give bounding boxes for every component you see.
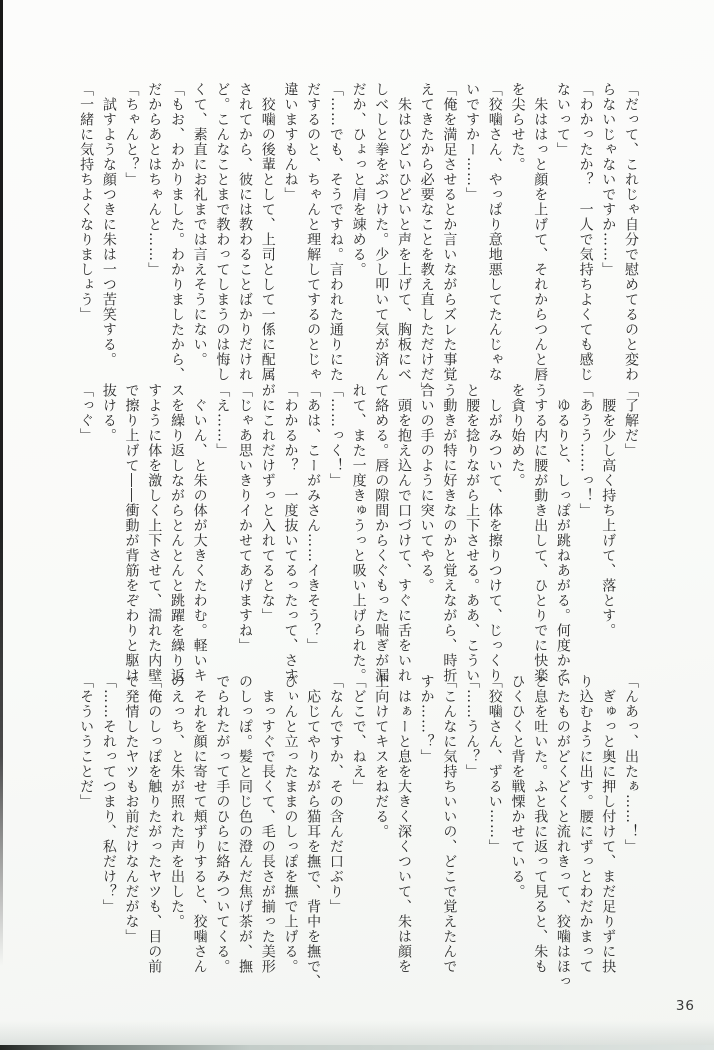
text-column: 「……っく！」 xyxy=(327,383,344,488)
text-column: それを顔に寄せて頬ずりすると、狡噛さん xyxy=(191,674,208,974)
text-column: 腰を少し高く持ち上げて、落とす。 xyxy=(600,383,617,638)
text-column: まっすぐで長くて、毛の長さが揃った美形 xyxy=(259,674,276,974)
text-column: えてきたから必要なことを教え直しただけだ」 xyxy=(418,82,435,397)
text-column: びぃんと立ったままのしっぽを撫で上げる。 xyxy=(282,674,299,974)
page-number: 36 xyxy=(675,998,695,1014)
text-column: 上向けてキスをねだる。 xyxy=(373,674,390,839)
text-column: 狡噛の後輩として、上司として一係に配属 xyxy=(259,82,276,382)
text-column: ゆるりと、しっぽが跳ねあがる。何度かそ xyxy=(554,383,571,683)
text-band-middle xyxy=(74,383,642,683)
text-column: 試すような顔つきに朱は一つ苦笑する。 xyxy=(100,82,117,367)
text-column: う動きが特に好きなのかと覚えながら、時折 xyxy=(441,383,458,683)
text-column: くて、素直にお礼までは言えそうにない。 xyxy=(191,82,208,367)
text-column: 「ちゃんと？」 xyxy=(123,82,140,187)
text-column: 「じゃあ思いきりイかせてあげますね」 xyxy=(237,383,254,653)
text-column: 「狡噛さん、やっぱり意地悪してたんじゃな xyxy=(486,82,503,382)
text-column: 抜ける。 xyxy=(100,383,117,443)
text-column: 「一緒に気持ちよくなりましょう」 xyxy=(78,82,95,322)
text-column: 朱ははっと顔を上げて、それからつんと唇 xyxy=(532,82,549,382)
text-column: 「俺を満足させるとか言いながらズレた事覚 xyxy=(441,82,458,382)
text-column: されてから、彼には教わることばかりだけれ xyxy=(237,82,254,382)
text-column: を尖らせた。 xyxy=(509,82,526,172)
text-band-top xyxy=(74,82,642,397)
text-column: り込むように出す。腰にずっとわだかまって xyxy=(577,674,594,974)
text-column: 「……それってつまり、私だけ？」 xyxy=(100,674,117,914)
text-column: 「……うん？」 xyxy=(464,674,481,779)
text-column: で擦り上げて――衝動が背筋をぞわりと駆け xyxy=(123,383,140,683)
text-column: 「っぐ」 xyxy=(78,383,95,443)
text-column: 「え……」 xyxy=(214,383,231,458)
text-column: 「どこで、ねえ」 xyxy=(350,674,367,794)
text-band-bottom xyxy=(74,674,642,989)
text-column: 「わかるか？ 一度抜いてるったって、さす xyxy=(282,383,299,683)
text-column: らないじゃないですか……」 xyxy=(600,82,617,277)
text-column: 応じてやりながら猫耳を撫で、背中を撫で、 xyxy=(305,674,322,989)
text-column: 「もお、わかりました。わかりましたから、 xyxy=(168,82,185,382)
text-column: うする内に腰が動き出して、ひとりでに快楽 xyxy=(532,383,549,683)
text-column: だからあとはちゃんと……」 xyxy=(146,82,163,277)
text-column: がにこれだけずっと入れてるとな」 xyxy=(259,383,276,623)
text-column: を貪り始めた。 xyxy=(509,383,526,488)
text-column: しがみついて、体を擦りつけて、じっくり xyxy=(486,383,503,683)
text-column: 「なんですか、その含んだ口ぶり」 xyxy=(327,674,344,914)
text-column: いですかー……」 xyxy=(464,82,481,202)
text-column: しべしと拳をぶつけた。少し叩いて気が済ん xyxy=(373,82,390,382)
text-column: のしっぽ。髪と同じ色の澄んだ焦げ茶が、撫 xyxy=(237,674,254,974)
scan-bottom-shadow xyxy=(0,1021,714,1045)
text-column: ぐいん、と朱の体が大きくたわむ。軽いキ xyxy=(191,383,208,683)
text-column: 「了解だ」 xyxy=(623,383,639,458)
text-column: 「あは、こーがみさん……イきそう？」 xyxy=(305,383,322,653)
text-column: スを繰り返しながらとんとんと跳躍を繰り返 xyxy=(168,383,185,683)
text-column: 朱はひどいひどいと声を上げて、胸板にべ xyxy=(395,82,412,382)
text-column: いたものがどくどくと流れきって、狡噛はほっ xyxy=(554,674,571,989)
text-column: 「こんなに気持ちいいの、どこで覚えたんで xyxy=(441,674,458,974)
text-column: 「……でも、そうですね。言われた通りにた xyxy=(327,82,344,382)
text-column: 違いますもんね」 xyxy=(282,82,299,202)
text-column: のえっち、と朱が照れた声を出した。 xyxy=(168,674,185,929)
text-column: て絡める。唇の隙間からくぐもった喘ぎが漏 xyxy=(373,383,390,683)
text-column: 「だって、これじゃ自分で慰めてるのと変わ xyxy=(623,82,639,382)
text-column: 合いの手のように突いてやる。 xyxy=(418,383,435,593)
text-column: れて、また一度きゅうっと吸い上げられた。 xyxy=(350,383,367,683)
text-column: すか……？」 xyxy=(418,674,435,764)
text-column: 頭を抱え込んで口づけて、すぐに舌をいれ xyxy=(395,383,412,683)
text-column: 「そういうことだ」 xyxy=(78,674,95,809)
text-column: ぎゅっと奥に押し付けて、まだ足りずに抉 xyxy=(600,674,617,974)
text-column: で発情したヤツもお前だけなんだがな」 xyxy=(123,674,140,944)
text-column: すように体を激しく上下させて、濡れた内壁 xyxy=(146,383,163,683)
text-column: でられたがって手のひらに絡みついてくる。 xyxy=(214,674,231,974)
text-column: だか、ひょっと肩を竦める。 xyxy=(350,82,367,277)
text-column: 「わかったか？ 一人で気持ちよくても感じ xyxy=(577,82,594,382)
text-column: と腰を捻りながら上下させる。ああ、こうい xyxy=(464,383,481,683)
text-column: はぁーと息を大きく深くついて、朱は顔を xyxy=(395,674,412,974)
text-column: ど。こんなことまで教わってしまうのは悔し xyxy=(214,82,231,382)
text-column: ないって」 xyxy=(554,82,571,157)
scan-edge-left xyxy=(0,0,3,1050)
text-column: 「狡噛さん、ずるい……」 xyxy=(486,674,503,854)
text-column: ひくひくと背を戦慄かせている。 xyxy=(509,674,526,899)
text-column: 「あうう……っ！」 xyxy=(577,383,594,518)
text-column: と息を吐いた。ふと我に返って見ると、朱も xyxy=(532,674,549,974)
text-column: 「俺のしっぽを触りたがったヤツも、目の前 xyxy=(146,674,163,974)
scan-edge-bottom xyxy=(0,1045,714,1050)
text-column: 「んあっ、出たぁ……！」 xyxy=(623,674,639,854)
text-column: だするのと、ちゃんと理解してするのとじゃ xyxy=(305,82,322,382)
